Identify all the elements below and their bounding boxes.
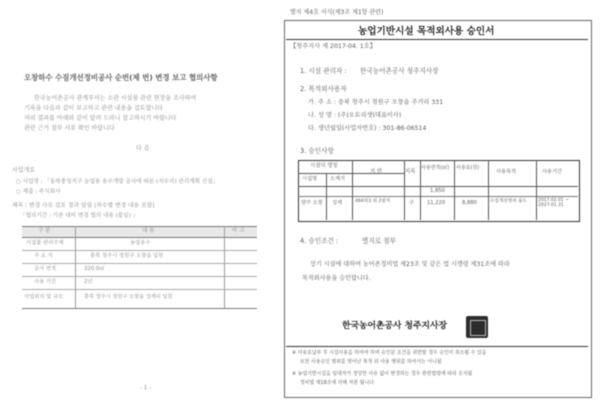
footnote-line: 정비법 제18조에 의해 처분 됩니다 <box>300 380 374 386</box>
table-rule <box>22 276 257 277</box>
left-table-cell: 2년 <box>84 279 93 285</box>
approval-table-header: 사용기간 <box>542 169 563 175</box>
table-rule <box>22 250 257 251</box>
table-rule <box>536 160 537 220</box>
item3-label: 3. 승인사항 <box>300 147 334 155</box>
left-intro-line: 한국농어촌공사 관계부서는 소관 시설물 관련 현장을 조사하여 <box>34 95 197 102</box>
body-text-line: 목적외사용을 승인합니다. <box>302 275 371 282</box>
approval-table-cell: 484의3 외 2필지 <box>355 199 391 204</box>
item2-line: 가. 주 소 : 충북 청주시 청원구 오창읍 주거리 331 <box>308 99 444 106</box>
left-table-header-bg <box>22 226 257 237</box>
title-rule <box>286 39 588 40</box>
approval-table-subheader: 소재지 <box>330 176 346 182</box>
footnote-line: ※ 농업기반시설을 임대자가 정당한 사유 없이 변경하는 경우 관련법령에 따라 조치됨 <box>292 371 473 377</box>
left-section2-line: 「협의기간 : 기존 대비 변경 협의 내용 (붙임) 」 <box>20 213 139 219</box>
left-intro-line: 처리 결과를 아래와 같이 알려 드리니 참고하시기 바랍니다 <box>24 115 177 122</box>
approval-title: 농업기반시설 목적외사용 승인서 <box>358 26 495 37</box>
table-rule <box>22 289 257 290</box>
left-table-header: 내 용 <box>142 228 155 234</box>
footnote-line: ※ 사용료납부 후 시설사용을 하여야 하며 승인된 조건을 위반할 경우 승인이 취소될 수 있음 <box>292 350 487 356</box>
approval-table-header: 사용면적(㎡) <box>421 165 450 171</box>
signature-line: 한국농어촌공사 청주지사장 <box>342 321 448 331</box>
table-rule <box>22 263 257 264</box>
approval-table-header: 지목 <box>405 169 416 175</box>
approval-table-subheader: 시설명 <box>302 176 318 182</box>
left-table-cell: 충북 청주시 청원구 오창읍 일원 <box>90 253 164 259</box>
table-rule <box>352 160 353 220</box>
form-stamp-line: 별지 제4호 서식(제3조 제1항 관련) <box>290 9 384 16</box>
table-rule <box>326 173 327 220</box>
item2-line: 다. 생년월일(사업자번호) : 301-86-06514 <box>308 125 427 132</box>
approval-table-cell: 구 <box>409 200 415 206</box>
left-table-header: 비 고 <box>232 228 245 234</box>
left-section1-line: ○ 사업명 : 「동북충청지구 농업용 용수개발 공사에 따른 (저수지) 관리계획 신설」 <box>16 179 219 185</box>
left-section2-heading: 제목 : 변경 사유 검토 결과 알림 (차수별 변경 내용 포함) <box>12 203 155 209</box>
approval-table-header: 지 번 <box>370 169 383 175</box>
item2-line: 나. 성 명 : (주)오토리셋(대표이사) <box>308 112 402 119</box>
footnote-rule <box>286 346 588 347</box>
approval-number: 【청주지사 제 2017-04. 1호】 <box>290 43 376 50</box>
right-document-page <box>282 0 600 400</box>
item4-label: 4. 승인조건 : <box>300 237 339 245</box>
left-document-page <box>2 0 282 400</box>
approval-table-cell: 수질개선정비 용도 <box>490 199 527 204</box>
footnote-line: 또한 사용승인 범위를 벗어난 목적 외 사용 행위를 하여서는 아니됨 <box>300 359 442 365</box>
left-table-cell: 공사 면적 <box>34 266 57 272</box>
table-rule <box>488 160 489 220</box>
left-table-header: 구 분 <box>38 228 51 234</box>
item1-label: 1. 시설 관리자 : <box>300 67 347 75</box>
table-rule <box>22 226 257 227</box>
left-intro-line: 기록을 다음과 같이 보고하고 관련 내용을 검토합니다 <box>24 105 163 112</box>
left-mid-heading: 다 음 <box>136 145 150 152</box>
approval-table-cell: 1,850 <box>430 188 445 194</box>
approval-table-cell: 11,220 <box>427 200 446 206</box>
table-rule <box>22 237 257 238</box>
approval-table-cell: 양주 오창 <box>301 200 323 206</box>
left-intro-line: 관련 근거 첨부 서류 확인 바랍니다 <box>24 125 115 132</box>
table-rule <box>454 160 455 220</box>
left-table-cell: 320.0㎡ <box>84 266 105 272</box>
left-section1-line: ○ 제출 : 주식회사 <box>16 189 61 195</box>
item2-label: 2. 목적외사용자 <box>300 85 347 93</box>
left-table-cell: 주 요 지 <box>34 253 53 259</box>
left-table-cell: 시설물 관리주체 <box>26 240 64 246</box>
left-doc-title: 오창하수 수질개선정비공사 순번(제 번) 변경 보고 협의사항 <box>24 73 218 82</box>
table-rule <box>298 173 404 174</box>
left-page-number: - 1 - <box>140 385 152 391</box>
left-table-cell: 충북 청주시 청원구 오창읍 성재리 일원 <box>84 294 173 300</box>
approval-table-header: 사용료(원) <box>456 165 480 171</box>
left-table-cell: 농업용수 <box>130 240 151 246</box>
item1-value: 한국농어촌공사 청주지사장 <box>360 67 439 75</box>
left-section1-heading: 사업개요 <box>12 167 36 174</box>
table-rule <box>75 226 76 308</box>
left-table-cell: 사용 기간 <box>34 279 57 285</box>
table-rule <box>224 226 225 308</box>
approval-table-cell: 성재 <box>332 200 343 206</box>
approval-table-header: 사용목적 <box>496 169 517 175</box>
approval-table-cell: 2017.02.01 ~ 2027.01.31 <box>538 198 569 208</box>
left-table-cell: 사업위치 및 규모 <box>24 294 64 300</box>
approval-table-cell: 8,880 <box>462 200 477 206</box>
table-rule <box>22 308 257 309</box>
body-text-line: 상기 시설에 대하여 농어촌정비법 제23조 및 같은 법 시행령 제31조에 따라 <box>310 261 510 268</box>
item4-value: 별지로 첨부 <box>362 237 396 245</box>
approval-table-header: 시설의 명칭 <box>310 163 338 169</box>
